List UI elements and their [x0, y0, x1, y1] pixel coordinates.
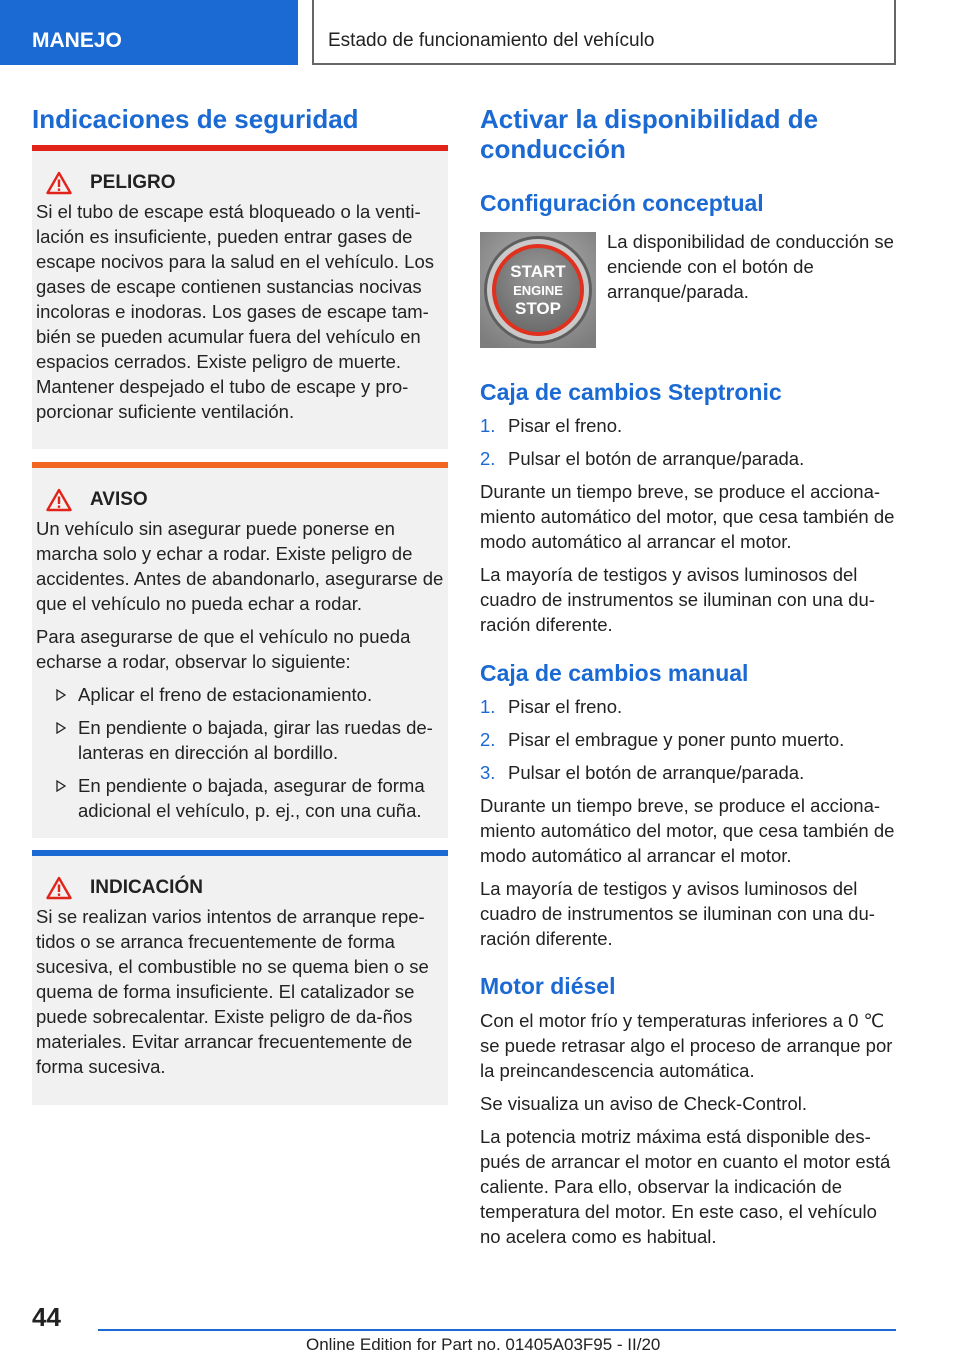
start-stop-icon [480, 232, 596, 348]
heading-steptronic: Caja de cambios Steptronic [480, 379, 782, 405]
list-item: 2. Pulsar el botón de arranque/parada. [480, 448, 805, 469]
footer-edition: Online Edition for Part no. 01405A03F95 - II/20 [306, 1335, 661, 1354]
heading-safety: Indicaciones de seguridad [32, 104, 359, 134]
danger-text: Si el tubo de escape está bloqueado o la venti-lación es insuficiente, pueden entrar gases de escape nocivos para la salud en el vehículo. Los gases de escape contienen sustancias nocivas incoloras e inodoras. Los gases de escape tam-bién se pueden acumular fuera del vehículo en espacios cerrados. Existe peligro de muerte. Mantener despejado el tubo de escape y pro-porcionar suficiente ventilación. [36, 201, 435, 422]
triangle-bullet-icon [56, 780, 66, 792]
triangle-bullet-icon [56, 689, 66, 701]
start-stop-button-image [480, 232, 596, 348]
list-item: 2. Pisar el embrague y poner punto muerto. [480, 729, 845, 750]
notice-box [32, 850, 448, 1105]
warning-header [46, 486, 448, 514]
list-item: 1. Pisar el freno. [480, 415, 623, 436]
section-tab: MANEJO [0, 0, 298, 65]
steptronic-steps [480, 413, 896, 471]
list-item: Aplicar el freno de estacionamiento. [44, 682, 444, 707]
concept-text: La disponibilidad de conducción se enciende con el botón de arranque/parada. [607, 231, 894, 302]
diesel-text: Con el motor frío y temperaturas inferiores a 0 ℃ se puede retrasar algo el proceso de arranque por la preincandescencia automática. [480, 1010, 893, 1081]
svg-text:ENGINE: ENGINE [513, 283, 563, 298]
manual-section [480, 694, 896, 951]
heading-drive-ready: Activar la disponibilidad de conducción [480, 104, 819, 164]
warning-triangle-icon [46, 876, 72, 900]
warning-triangle-icon [46, 488, 72, 512]
manual-steps [480, 694, 896, 785]
heading-concept: Configuración conceptual [480, 190, 764, 216]
diesel-text: La potencia motriz máxima está disponible des-pués de arrancar el motor en cuanto el motor está caliente. Para ello, observar la indicación de temperatura del motor. En este caso, el vehículo no acelera como es habitual. [480, 1126, 891, 1247]
danger-bar [32, 145, 448, 151]
steptronic-section [480, 413, 896, 637]
notice-text: Si se realizan varios intentos de arranque repe-tidos o se arranca frecuentemente de forma sucesiva, el combustible no se quema bien o se quema de forma insuficiente. El catalizador se puede sobrecalentar. Existe peligro de da-ños materiales. Evitar arrancar frecuentemente de forma sucesiva. [36, 906, 429, 1077]
warning-title: AVISO [90, 489, 148, 510]
danger-box [32, 145, 448, 449]
warning-text: Para asegurarse de que el vehículo no pueda echarse a rodar, observar lo siguiente: [36, 626, 411, 672]
chapter-title: Estado de funcionamiento del vehículo [312, 0, 896, 65]
warning-text: Un vehículo sin asegurar puede ponerse en marcha solo y echar a rodar. Existe peligro de accidentes. Antes de abandonarlo, asegurarse de que el vehículo no pueda echar a rodar. [36, 518, 444, 614]
diesel-text: Se visualiza un aviso de Check-Control. [480, 1093, 807, 1114]
danger-header [46, 169, 448, 197]
list-item: En pendiente o bajada, asegurar de forma adicional el vehículo, p. ej., con una cuña. [44, 773, 444, 823]
warning-bullet-list [44, 682, 444, 823]
list-item: 3. Pulsar el botón de arranque/parada. [480, 762, 805, 783]
steptronic-text: Durante un tiempo breve, se produce el acciona-miento automático del motor, que cesa también de modo automático al arrancar el motor. [480, 481, 895, 552]
svg-text:STOP: STOP [515, 299, 561, 318]
diesel-section [480, 1008, 896, 1249]
steptronic-text: La mayoría de testigos y avisos luminosos del cuadro de instrumentos se iluminan con una du-ración diferente. [480, 564, 875, 635]
footer-divider [98, 1329, 896, 1331]
heading-manual: Caja de cambios manual [480, 660, 749, 686]
notice-title: INDICACIÓN [90, 877, 203, 898]
list-item: 1. Pisar el freno. [480, 696, 623, 717]
manual-text: Durante un tiempo breve, se produce el acciona-miento automático del motor, que cesa también de modo automático al arrancar el motor. [480, 795, 895, 866]
page-number: 44 [32, 1302, 61, 1332]
list-item: En pendiente o bajada, girar las ruedas de-lanteras en dirección al bordillo. [44, 715, 444, 765]
warning-triangle-icon [46, 171, 72, 195]
notice-header [46, 874, 448, 902]
svg-text:START: START [510, 262, 566, 281]
warning-bar [32, 462, 448, 468]
manual-text: La mayoría de testigos y avisos luminosos del cuadro de instrumentos se iluminan con una du-ración diferente. [480, 878, 875, 949]
heading-diesel: Motor diésel [480, 973, 616, 999]
danger-title: PELIGRO [90, 172, 176, 193]
warning-box [32, 462, 448, 838]
notice-bar [32, 850, 448, 856]
triangle-bullet-icon [56, 722, 66, 734]
